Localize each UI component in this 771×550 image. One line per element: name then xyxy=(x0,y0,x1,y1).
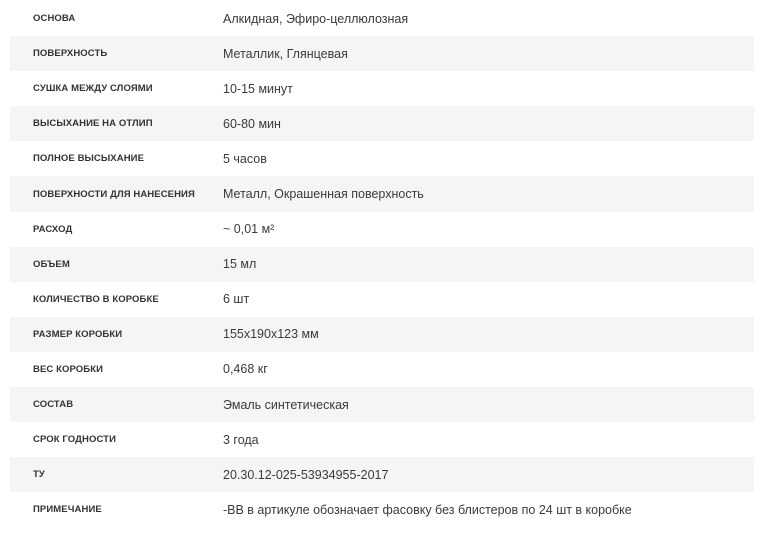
spec-key: ТУ xyxy=(33,469,45,481)
spec-value: 0,468 кг xyxy=(223,362,268,377)
spec-key: РАСХОД xyxy=(33,223,73,235)
spec-key: СРОК ГОДНОСТИ xyxy=(33,434,116,446)
spec-value: 6 шт xyxy=(223,292,250,307)
spec-value: Алкидная, Эфиро-целлюлозная xyxy=(223,11,409,26)
spec-value: ~ 0,01 м² xyxy=(223,222,275,237)
spec-key: ВЫСЫХАНИЕ НА ОТЛИП xyxy=(33,118,153,130)
spec-row-application-surfaces xyxy=(10,176,754,211)
spec-row-technical-conditions xyxy=(10,457,754,492)
spec-row-note xyxy=(10,492,754,527)
spec-key: ОБЪЕМ xyxy=(33,258,70,270)
spec-value: -ВВ в артикуле обозначает фасовку без блистеров по 24 шт в коробке xyxy=(223,502,632,517)
spec-row-box-weight xyxy=(10,352,754,387)
spec-key: ОСНОВА xyxy=(33,13,76,25)
spec-key: РАЗМЕР КОРОБКИ xyxy=(33,328,123,340)
spec-key: ПОВЕРХНОСТЬ xyxy=(33,48,108,60)
spec-value: 15 мл xyxy=(223,257,257,272)
spec-key: СОСТАВ xyxy=(33,399,74,411)
spec-row-surface xyxy=(10,36,754,71)
spec-value: Эмаль синтетическая xyxy=(223,397,349,412)
spec-row-composition xyxy=(10,387,754,422)
spec-value: 60-80 мин xyxy=(223,116,281,131)
spec-key: КОЛИЧЕСТВО В КОРОБКЕ xyxy=(33,293,159,305)
spec-value: 10-15 минут xyxy=(223,81,293,96)
spec-row-quantity-per-box xyxy=(10,282,754,317)
spec-key: ПОВЕРХНОСТИ ДЛЯ НАНЕСЕНИЯ xyxy=(33,188,195,200)
spec-value: 20.30.12-025-53934955-2017 xyxy=(223,467,389,482)
spec-value: 5 часов xyxy=(223,151,267,166)
spec-row-full-drying xyxy=(10,141,754,176)
spec-row-box-size xyxy=(10,317,754,352)
spec-row-drying-between-coats xyxy=(10,71,754,106)
spec-key: ПОЛНОЕ ВЫСЫХАНИЕ xyxy=(33,153,145,165)
spec-row-volume xyxy=(10,247,754,282)
spec-row-tack-free-drying xyxy=(10,106,754,141)
spec-value: Металл, Окрашенная поверхность xyxy=(223,187,424,202)
spec-value: 3 года xyxy=(223,432,259,447)
specifications-table xyxy=(10,1,754,527)
spec-row-base xyxy=(10,1,754,36)
spec-row-consumption xyxy=(10,212,754,247)
spec-key: СУШКА МЕЖДУ СЛОЯМИ xyxy=(33,83,153,95)
spec-key: ВЕС КОРОБКИ xyxy=(33,363,104,375)
spec-value: Металлик, Глянцевая xyxy=(223,46,348,61)
spec-value: 155x190x123 мм xyxy=(223,327,319,342)
spec-key: ПРИМЕЧАНИЕ xyxy=(33,504,102,516)
spec-row-shelf-life xyxy=(10,422,754,457)
